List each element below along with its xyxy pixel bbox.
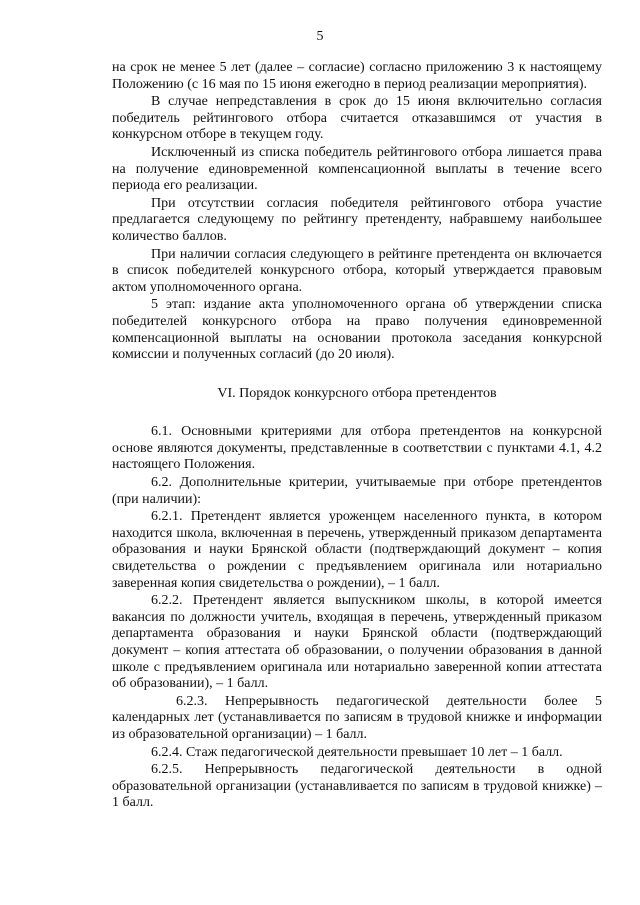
paragraph-6-2-2: 6.2.2. Претендент является выпускником школы, в которой имеется вакансия по должности учитель, входящая в перечень, утвержденный приказом департамента образования и науки Брянской области (подтверждающий документ – копия аттестата об образовании, о получении образования в данной школе с предъявлением оригинала или нотариально заверенной копии аттестата об образовании), – 1 балл. [112,593,602,692]
page-number: 5 [316,29,324,44]
paragraph-consent-term: на срок не менее 5 лет (далее – согласие) согласно приложению 3 к настоящему Положению (с 16 мая по 15 июня ежегодно в период реализации мероприятия). [112,60,602,92]
paragraph-next-candidate: При отсутствии согласия победителя рейтингового отбора участие предлагается следующему по рейтингу претенденту, набравшему наибольшее количество баллов. [112,195,602,244]
paragraph-6-2: 6.2. Дополнительные критерии, учитываемые при отборе претендентов (при наличии): [112,475,602,507]
paragraph-6-1: 6.1. Основными критериями для отбора претендентов на конкурсной основе являются документы, представленные в соответствии с пунктами 4.1, 4.2 настоящего Положения. [112,424,602,473]
paragraph-next-consent: При наличии согласия следующего в рейтинге претендента он включается в список победителей конкурсного отбора, который утверждается правовым актом уполномоченного органа. [112,246,602,295]
paragraph-6-2-3: 6.2.3. Непрерывность педагогической деятельности более 5 календарных лет (устанавливается по записям в трудовой книжке и информации из образовательной организации) – 1 балл. [112,693,602,742]
paragraph-6-2-4: 6.2.4. Стаж педагогической деятельности превышает 10 лет – 1 балл. [151,744,563,760]
paragraph-stage-5: 5 этап: издание акта уполномоченного органа об утверждении списка победителей конкурсного отбора на право получения единовременной компенсационной выплаты на основании протокола заседания конкурсной комиссии и полученных согласий (до 20 июля). [112,297,602,363]
section-heading: VI. Порядок конкурсного отбора претендентов [217,385,497,401]
paragraph-6-2-1: 6.2.1. Претендент является уроженцем населенного пункта, в котором находится школа, включенная в перечень, утвержденный приказом департамента образования и науки Брянской области (подтверждающий документ – копия свидетельства о рождении с предъявлением оригинала или нотариально заверенная копия свидетельства о рождении), – 1 балл. [112,509,602,591]
paragraph-6-2-5: 6.2.5. Непрерывность педагогической деятельности в одной образовательной организации (устанавливается по записям в трудовой книжке) – 1 балл. [112,762,602,811]
paragraph-no-consent: В случае непредставления в срок до 15 июня включительно согласия победитель рейтингового отбора считается отказавшимся от участия в конкурсном отборе в текущем году. [112,94,602,143]
paragraph-excluded-winner: Исключенный из списка победитель рейтингового отбора лишается права на получение единовременной компенсационной выплаты в течение всего периода его реализации. [112,144,602,194]
document-body [112,60,602,813]
